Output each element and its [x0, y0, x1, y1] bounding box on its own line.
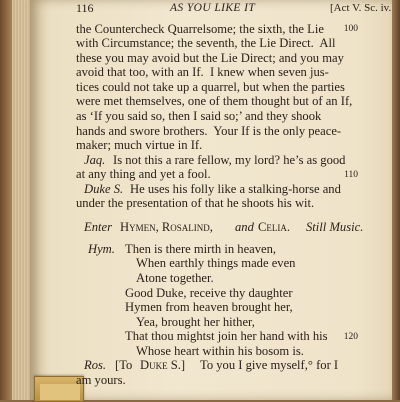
stage-direction-names: Hymen, Rosalind,: [120, 220, 213, 234]
stage-bracket: [To: [115, 358, 133, 372]
act-scene-reference: [Act V. Sc. iv.: [330, 2, 392, 14]
verse-line: Atone together.: [136, 271, 214, 285]
line-number: 120: [343, 332, 358, 342]
speech-line: at any thing and yet a fool.: [76, 167, 211, 181]
speech-line: am yours.: [76, 373, 126, 387]
speaker-ros: Ros.: [84, 358, 107, 372]
verse-line: Then is there mirth in heaven,: [125, 242, 277, 256]
bookmark-tab-inner: [40, 384, 80, 400]
page-number: 116: [76, 1, 94, 15]
verse-line: Hymen from heaven brought her,: [125, 300, 293, 314]
verse-line: When earthly things made even: [136, 256, 296, 270]
prose-line: these you may avoid but the Lie Direct; and you may: [76, 51, 344, 65]
stage-direction-enter: Enter: [84, 220, 112, 234]
speech-line: under the presentation of that he shoots his wit.: [76, 196, 315, 210]
line-number: 110: [344, 170, 358, 180]
stage-direction-music: Still Music.: [306, 220, 364, 234]
book-edge-right: [392, 0, 400, 400]
speaker-duke: Duke S.: [84, 182, 124, 196]
running-head: AS YOU LIKE IT: [170, 2, 256, 14]
speech-line: He uses his folly like a stalking-horse and: [130, 182, 341, 196]
prose-line: maker; much virtue in If.: [76, 138, 203, 152]
prose-line: with Circumstance; the seventh, the Lie Direct. All: [76, 36, 336, 50]
prose-line: the Countercheck Quarrelsome; the sixth, the Lie: [76, 22, 324, 36]
stage-to-whom: Duke S.]: [140, 358, 186, 372]
prose-line: were met themselves, one of them thought but of an If,: [76, 94, 353, 108]
verse-line: That thou mightst join her hand with his: [125, 329, 328, 343]
prose-line: avoid that too, with an If. I knew when seven jus-: [76, 65, 329, 79]
stage-direction-celia: Celia.: [258, 220, 291, 234]
speech-line: To you I give myself,° for I: [200, 358, 339, 372]
speech-line: Is not this a rare fellow, my lord? he’s as good: [113, 153, 346, 167]
speaker-jaq: Jaq.: [84, 153, 106, 167]
prose-line: hands and swore brothers. Your If is the only peace-: [76, 124, 342, 138]
prose-line: tices could not take up a quarrel, but when the parties: [76, 80, 345, 94]
verse-line: Whose heart within his bosom is.: [136, 344, 304, 358]
prose-line: as ‘If you said so, then I said so;’ and they shook: [76, 109, 322, 123]
speaker-hymen: Hym.: [88, 242, 115, 256]
verse-line: Yea, brought her hither,: [136, 315, 255, 329]
line-number: 100: [343, 24, 358, 34]
stage-direction-and: and: [235, 220, 254, 234]
verse-line: Good Duke, receive thy daughter: [125, 286, 293, 300]
